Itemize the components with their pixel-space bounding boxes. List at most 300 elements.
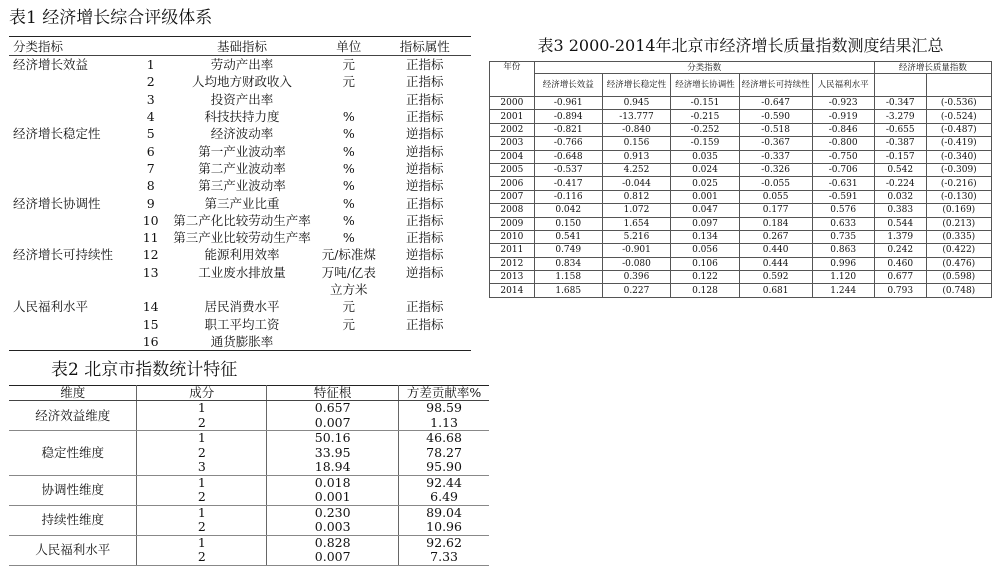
table1-row — [9, 212, 471, 229]
table1-attr-cell: 逆指标 — [406, 160, 444, 176]
table1-indicator-cell: 第三产业比重 — [204, 195, 280, 211]
table2-header-row — [9, 386, 489, 401]
table1-category-cell — [9, 281, 136, 298]
table1-indicator-cell: 第二产化比较劳动生产率 — [173, 212, 311, 228]
table1-num-cell: 16 — [142, 333, 159, 349]
table1-unit-cell: % — [342, 230, 355, 246]
table3-coordination-cell: 0.001 — [671, 190, 740, 203]
table1-indicator-cell: 科技扶持力度 — [204, 109, 280, 125]
table3-coordination-cell: 0.024 — [671, 163, 740, 176]
table2-variance-cell: 95.90 — [399, 460, 489, 475]
table1-indicator-cell: 通货膨胀率 — [210, 333, 274, 349]
table3-stability-cell: 0.913 — [602, 150, 671, 163]
table1-num-cell: 9 — [146, 195, 155, 211]
table3-sustainability-cell: 0.184 — [739, 217, 812, 230]
table1-attr-cell — [379, 281, 471, 298]
table3-total-b-cell: (-0.309) — [926, 163, 991, 176]
table3-welfare-cell: 0.996 — [812, 257, 874, 270]
table3-sustainability-cell: -0.647 — [739, 97, 812, 110]
table3-block — [489, 36, 992, 298]
table1-header-attribute: 指标属性 — [379, 37, 471, 56]
table3-subheader-sustainability: 经济增长可持续性 — [739, 74, 812, 97]
table1-category-cell: 人民福利水平 — [13, 299, 89, 315]
table3-year-cell: 2001 — [490, 110, 535, 123]
table2-variance-cell: 6.49 — [399, 490, 489, 505]
table1-num-cell: 11 — [142, 230, 159, 246]
table1-body — [9, 56, 471, 351]
table2-body — [9, 401, 489, 566]
table2-header-eigenvalue: 特征根 — [267, 386, 399, 401]
table1-indicator-cell: 职工平均工资 — [204, 316, 280, 332]
table1-num-cell — [136, 281, 165, 298]
table3-stability-cell: -13.777 — [602, 110, 671, 123]
table3-benefit-cell: -0.821 — [534, 123, 602, 136]
table2-eigenvalue-cell: 0.230 — [267, 505, 399, 520]
table3-sustainability-cell: 0.440 — [739, 244, 812, 257]
table2-dimension-cell: 经济效益维度 — [9, 401, 137, 431]
table3-stability-cell: -0.044 — [602, 177, 671, 190]
table3-total-a-cell: -3.279 — [874, 110, 926, 123]
table3-sustainability-cell: -0.518 — [739, 123, 812, 136]
table2-eigenvalue-cell: 0.001 — [267, 490, 399, 505]
table1-category-cell — [9, 108, 136, 125]
table3-subheader-coordination: 经济增长协调性 — [671, 74, 740, 97]
table1-attr-cell: 正指标 — [406, 74, 444, 90]
table3-row — [490, 257, 992, 270]
table3-benefit-cell: 1.685 — [534, 284, 602, 297]
table1-num-cell: 8 — [146, 178, 155, 194]
table1-category-cell: 经济增长效益 — [13, 57, 89, 73]
table1-category-cell — [9, 142, 136, 159]
table1-row — [9, 194, 471, 211]
table1-num-cell: 14 — [142, 299, 159, 315]
table3-benefit-cell: 0.042 — [534, 204, 602, 217]
table3-welfare-cell: 0.576 — [812, 204, 874, 217]
table1-unit-cell: 元 — [342, 74, 356, 90]
table2-variance-cell: 92.44 — [399, 475, 489, 490]
table1-category-cell — [9, 315, 136, 332]
table3-welfare-cell: 0.735 — [812, 230, 874, 243]
table1-unit-cell: % — [342, 143, 355, 159]
table2-header-component: 成分 — [137, 386, 267, 401]
table3-row — [490, 204, 992, 217]
table2-eigenvalue-cell: 0.657 — [267, 401, 399, 416]
table1-num-cell: 13 — [142, 264, 159, 280]
table3-benefit-cell: -0.116 — [534, 190, 602, 203]
table3-coordination-cell: 0.047 — [671, 204, 740, 217]
table2-component-cell: 1 — [137, 505, 267, 520]
table3-year-cell: 2009 — [490, 217, 535, 230]
table3-coordination-cell: 0.097 — [671, 217, 740, 230]
table3-benefit-cell: -0.537 — [534, 163, 602, 176]
table3-stability-cell: 0.812 — [602, 190, 671, 203]
table1-category-cell — [9, 91, 136, 108]
table1-unit-cell: % — [342, 195, 355, 211]
table3-row — [490, 244, 992, 257]
table3-stability-cell: 0.945 — [602, 97, 671, 110]
table2-variance-cell: 10.96 — [399, 520, 489, 535]
table3-sustainability-cell: 0.267 — [739, 230, 812, 243]
table1-category-cell — [9, 212, 136, 229]
table1-category-cell — [9, 160, 136, 177]
table3-benefit-cell: 1.158 — [534, 271, 602, 284]
table1-row — [9, 264, 471, 281]
table3-stability-cell: 0.396 — [602, 271, 671, 284]
table3-coordination-cell: 0.106 — [671, 257, 740, 270]
table3-total-a-cell: -0.347 — [874, 97, 926, 110]
table3-year-cell: 2006 — [490, 177, 535, 190]
table1-row — [9, 298, 471, 315]
table3-total-b-cell: (0.335) — [926, 230, 991, 243]
table1-row — [9, 73, 471, 90]
table1-attr-cell: 正指标 — [406, 57, 444, 73]
table3-sustainability-cell: -0.367 — [739, 137, 812, 150]
table3-benefit-cell: 0.749 — [534, 244, 602, 257]
table1-block — [9, 6, 471, 351]
table3-year-cell: 2003 — [490, 137, 535, 150]
table2-component-cell: 2 — [137, 416, 267, 431]
table3-sustainability-cell: -0.337 — [739, 150, 812, 163]
table1-indicator-cell: 第三产业波动率 — [198, 178, 286, 194]
table1-indicator-cell: 第三产业比较劳动生产率 — [173, 230, 311, 246]
table3-welfare-cell: 0.633 — [812, 217, 874, 230]
table1-title: 表1 经济增长综合评级体系 — [9, 8, 213, 28]
table3-row — [490, 150, 992, 163]
table3-total-b-cell: (-0.487) — [926, 123, 991, 136]
table1-attr-cell: 正指标 — [406, 212, 444, 228]
table3-benefit-cell: -0.766 — [534, 137, 602, 150]
table3-total-b-cell: (0.422) — [926, 244, 991, 257]
table3-total-b-cell: (-0.536) — [926, 97, 991, 110]
table3-total-a-cell: 0.242 — [874, 244, 926, 257]
table3-sustainability-cell: -0.326 — [739, 163, 812, 176]
table3-stability-cell: 1.072 — [602, 204, 671, 217]
table1-header-indicator: 基础指标 — [165, 37, 319, 56]
table2-component-cell: 2 — [137, 520, 267, 535]
table3-row — [490, 177, 992, 190]
table3-row — [490, 271, 992, 284]
table2-dimension-cell: 稳定性维度 — [9, 431, 137, 476]
table1-attr-cell: 逆指标 — [406, 247, 444, 263]
table1 — [9, 36, 471, 351]
table2-header-dimension: 维度 — [9, 386, 137, 401]
table3-total-a-cell: 0.793 — [874, 284, 926, 297]
table3-total-a-cell: 0.544 — [874, 217, 926, 230]
table3-benefit-cell: -0.417 — [534, 177, 602, 190]
table2-eigenvalue-cell: 18.94 — [267, 460, 399, 475]
table1-row — [9, 177, 471, 194]
table1-header-category: 分类指标 — [9, 37, 136, 56]
table1-indicator-cell: 投资产出率 — [210, 91, 274, 107]
table1-category-cell — [9, 229, 136, 246]
table1-num-cell: 15 — [142, 316, 159, 332]
table1-category-cell: 经济增长可持续性 — [13, 247, 114, 263]
table3-row — [490, 163, 992, 176]
table3-sustainability-cell: 0.444 — [739, 257, 812, 270]
table3-coordination-cell: 0.122 — [671, 271, 740, 284]
table2-component-cell: 1 — [137, 431, 267, 446]
table1-category-cell: 经济增长协调性 — [13, 195, 101, 211]
table1-indicator-cell — [165, 281, 319, 298]
table3-benefit-cell: 0.834 — [534, 257, 602, 270]
table2-header-variance: 方差贡献率% — [399, 386, 489, 401]
table2-eigenvalue-cell: 0.018 — [267, 475, 399, 490]
table1-row — [9, 315, 471, 332]
table1-num-cell: 10 — [142, 212, 159, 228]
table1-attr-cell: 正指标 — [406, 316, 444, 332]
table3-total-b-cell: (-0.524) — [926, 110, 991, 123]
table3-year-cell: 2012 — [490, 257, 535, 270]
table1-attr-cell: 正指标 — [406, 299, 444, 315]
table1-category-cell — [9, 73, 136, 90]
table1-attr-cell — [379, 333, 471, 351]
table3-row — [490, 190, 992, 203]
table1-attr-cell: 逆指标 — [406, 264, 444, 280]
table3-stability-cell: -0.901 — [602, 244, 671, 257]
table1-num-cell: 1 — [146, 57, 155, 73]
table3-subheader-welfare: 人民福利水平 — [812, 74, 874, 97]
table2-dimension-cell: 持续性维度 — [9, 505, 137, 535]
table3-year-cell: 2007 — [490, 190, 535, 203]
table1-unit-cell — [319, 91, 379, 108]
table2-component-cell: 1 — [137, 475, 267, 490]
table1-num-cell: 5 — [146, 126, 155, 142]
table3-benefit-cell: 0.150 — [534, 217, 602, 230]
table1-num-cell: 7 — [146, 160, 155, 176]
table3-total-b-cell: (0.476) — [926, 257, 991, 270]
table3-welfare-cell: -0.631 — [812, 177, 874, 190]
table3-coordination-cell: 0.035 — [671, 150, 740, 163]
table2-row — [9, 475, 489, 490]
table1-header-unit: 单位 — [319, 37, 379, 56]
table2-eigenvalue-cell: 0.007 — [267, 416, 399, 431]
table3-stability-cell: -0.080 — [602, 257, 671, 270]
table3-benefit-cell: -0.894 — [534, 110, 602, 123]
table3-welfare-cell: -0.591 — [812, 190, 874, 203]
table3-title: 表3 2000-2014年北京市经济增长质量指数测度结果汇总 — [537, 36, 944, 55]
table1-indicator-cell: 居民消费水平 — [204, 299, 280, 315]
table1-unit-cell — [319, 333, 379, 351]
table3-row — [490, 217, 992, 230]
table3-year-cell: 2002 — [490, 123, 535, 136]
table3-benefit-cell: 0.541 — [534, 230, 602, 243]
table2-eigenvalue-cell: 50.16 — [267, 431, 399, 446]
table1-num-cell: 12 — [142, 247, 159, 263]
table3-total-a-cell: 0.383 — [874, 204, 926, 217]
table2-row — [9, 505, 489, 520]
table1-attr-cell: 正指标 — [406, 230, 444, 246]
table1-indicator-cell: 经济波动率 — [210, 126, 274, 142]
table1-unit-cell: 元/标准煤 — [321, 247, 376, 263]
table2-row — [9, 535, 489, 550]
table2-component-cell: 1 — [137, 535, 267, 550]
table3-coordination-cell: -0.151 — [671, 97, 740, 110]
table3-subheader-total-b — [926, 74, 991, 97]
table2-variance-cell: 7.33 — [399, 550, 489, 565]
table3-year-cell: 2013 — [490, 271, 535, 284]
table3-total-a-cell: 0.460 — [874, 257, 926, 270]
table3-sustainability-cell: 0.177 — [739, 204, 812, 217]
table1-header-row — [9, 37, 471, 56]
table1-category-cell: 经济增长稳定性 — [13, 126, 101, 142]
table3-year-cell: 2010 — [490, 230, 535, 243]
table1-row — [9, 108, 471, 125]
table3-header-total: 经济增长质量指数 — [874, 62, 991, 74]
table2-variance-cell: 46.68 — [399, 431, 489, 446]
table2-row — [9, 431, 489, 446]
table1-category-cell — [9, 177, 136, 194]
table3-welfare-cell: -0.923 — [812, 97, 874, 110]
table3-total-b-cell: (0.213) — [926, 217, 991, 230]
table3-year-cell: 2008 — [490, 204, 535, 217]
table3-coordination-cell: 0.128 — [671, 284, 740, 297]
table3-row — [490, 97, 992, 110]
table3-total-a-cell: -0.224 — [874, 177, 926, 190]
table3-total-b-cell: (-0.419) — [926, 137, 991, 150]
table3-total-a-cell: 0.677 — [874, 271, 926, 284]
table3-stability-cell: 5.216 — [602, 230, 671, 243]
table1-unit-cell: 立方米 — [330, 282, 368, 297]
table2-variance-cell: 1.13 — [399, 416, 489, 431]
table3-coordination-cell: -0.159 — [671, 137, 740, 150]
table3-row — [490, 110, 992, 123]
table1-row — [9, 56, 471, 74]
table1-num-cell: 2 — [146, 74, 155, 90]
table1-attr-cell: 逆指标 — [406, 143, 444, 159]
table2-eigenvalue-cell: 0.007 — [267, 550, 399, 565]
table3-row — [490, 284, 992, 297]
table3-total-b-cell: (-0.340) — [926, 150, 991, 163]
table1-row — [9, 281, 471, 298]
table3-stability-cell: 0.156 — [602, 137, 671, 150]
table3-benefit-cell: -0.648 — [534, 150, 602, 163]
table1-row — [9, 91, 471, 108]
table1-category-cell — [9, 333, 136, 351]
table3-stability-cell: -0.840 — [602, 123, 671, 136]
table3-total-a-cell: 0.542 — [874, 163, 926, 176]
table3-welfare-cell: -0.706 — [812, 163, 874, 176]
table3-coordination-cell: 0.025 — [671, 177, 740, 190]
table3-header-row-1 — [490, 62, 992, 74]
table1-unit-cell: 元 — [342, 57, 356, 73]
table3-total-b-cell: (0.598) — [926, 271, 991, 284]
table1-row — [9, 125, 471, 142]
table2-component-cell: 2 — [137, 490, 267, 505]
table1-unit-cell: 元 — [342, 316, 356, 332]
table2-variance-cell: 98.59 — [399, 401, 489, 416]
table3-header-row-2 — [490, 74, 992, 97]
table1-attr-cell: 逆指标 — [406, 178, 444, 194]
table3-coordination-cell: 0.056 — [671, 244, 740, 257]
table3-row — [490, 230, 992, 243]
table3-benefit-cell: -0.961 — [534, 97, 602, 110]
table1-unit-cell: 万吨/亿表 — [321, 264, 376, 280]
table3 — [489, 61, 992, 298]
table1-row — [9, 160, 471, 177]
table1-row — [9, 229, 471, 246]
table3-total-b-cell: (-0.130) — [926, 190, 991, 203]
table3-subheader-total-a — [874, 74, 926, 97]
table2-variance-cell: 92.62 — [399, 535, 489, 550]
table1-indicator-cell: 能源利用效率 — [204, 247, 280, 263]
table2-row — [9, 401, 489, 416]
table1-unit-cell: % — [342, 160, 355, 176]
table1-unit-cell: % — [342, 212, 355, 228]
table3-total-b-cell: (0.169) — [926, 204, 991, 217]
table1-num-cell: 3 — [146, 91, 155, 107]
table2-eigenvalue-cell: 0.003 — [267, 520, 399, 535]
table3-welfare-cell: 1.244 — [812, 284, 874, 297]
table3-welfare-cell: 1.120 — [812, 271, 874, 284]
table1-indicator-cell: 第一产业波动率 — [198, 143, 286, 159]
table1-indicator-cell: 人均地方财政收入 — [192, 74, 293, 90]
table1-attr-cell: 逆指标 — [406, 126, 444, 142]
table1-indicator-cell: 劳动产出率 — [210, 57, 274, 73]
table3-subheader-stability: 经济增长稳定性 — [602, 74, 671, 97]
table2-dimension-cell: 人民福利水平 — [9, 535, 137, 565]
table3-header-year: 年份 — [490, 62, 535, 97]
table3-welfare-cell: 0.863 — [812, 244, 874, 257]
table2-eigenvalue-cell: 33.95 — [267, 446, 399, 461]
table1-unit-cell: % — [342, 126, 355, 142]
table1-unit-cell: % — [342, 178, 355, 194]
table3-sustainability-cell: -0.590 — [739, 110, 812, 123]
table1-row — [9, 142, 471, 159]
table3-coordination-cell: -0.215 — [671, 110, 740, 123]
table1-row — [9, 333, 471, 351]
table3-coordination-cell: -0.252 — [671, 123, 740, 136]
table1-row — [9, 246, 471, 263]
table3-welfare-cell: -0.800 — [812, 137, 874, 150]
table2-component-cell: 3 — [137, 460, 267, 475]
table3-subheader-benefit: 经济增长效益 — [534, 74, 602, 97]
table3-header-group: 分类指数 — [534, 62, 874, 74]
table1-num-cell: 6 — [146, 143, 155, 159]
table2-title: 表2 北京市指数统计特征 — [51, 360, 238, 380]
table3-sustainability-cell: 0.681 — [739, 284, 812, 297]
table3-body — [490, 97, 992, 298]
table2-variance-cell: 78.27 — [399, 446, 489, 461]
table2-component-cell: 2 — [137, 446, 267, 461]
table3-stability-cell: 4.252 — [602, 163, 671, 176]
table1-category-cell — [9, 264, 136, 281]
table1-indicator-cell: 第二产业波动率 — [198, 160, 286, 176]
table3-year-cell: 2011 — [490, 244, 535, 257]
table3-sustainability-cell: 0.592 — [739, 271, 812, 284]
table2-component-cell: 2 — [137, 550, 267, 565]
table1-attr-cell: 正指标 — [406, 91, 444, 107]
table1-num-cell: 4 — [146, 109, 155, 125]
table3-stability-cell: 1.654 — [602, 217, 671, 230]
table3-stability-cell: 0.227 — [602, 284, 671, 297]
table1-attr-cell: 正指标 — [406, 109, 444, 125]
table2-variance-cell: 89.04 — [399, 505, 489, 520]
table3-total-a-cell: -0.655 — [874, 123, 926, 136]
table3-total-b-cell: (0.748) — [926, 284, 991, 297]
table3-coordination-cell: 0.134 — [671, 230, 740, 243]
table1-header-num — [136, 37, 165, 56]
table3-welfare-cell: -0.846 — [812, 123, 874, 136]
table3-row — [490, 137, 992, 150]
table1-unit-cell: % — [342, 109, 355, 125]
table3-sustainability-cell: 0.055 — [739, 190, 812, 203]
table2-block — [9, 358, 489, 566]
table3-year-cell: 2004 — [490, 150, 535, 163]
table3-total-a-cell: 0.032 — [874, 190, 926, 203]
table1-attr-cell: 正指标 — [406, 195, 444, 211]
table1-unit-cell: 元 — [342, 299, 356, 315]
table2 — [9, 385, 489, 566]
